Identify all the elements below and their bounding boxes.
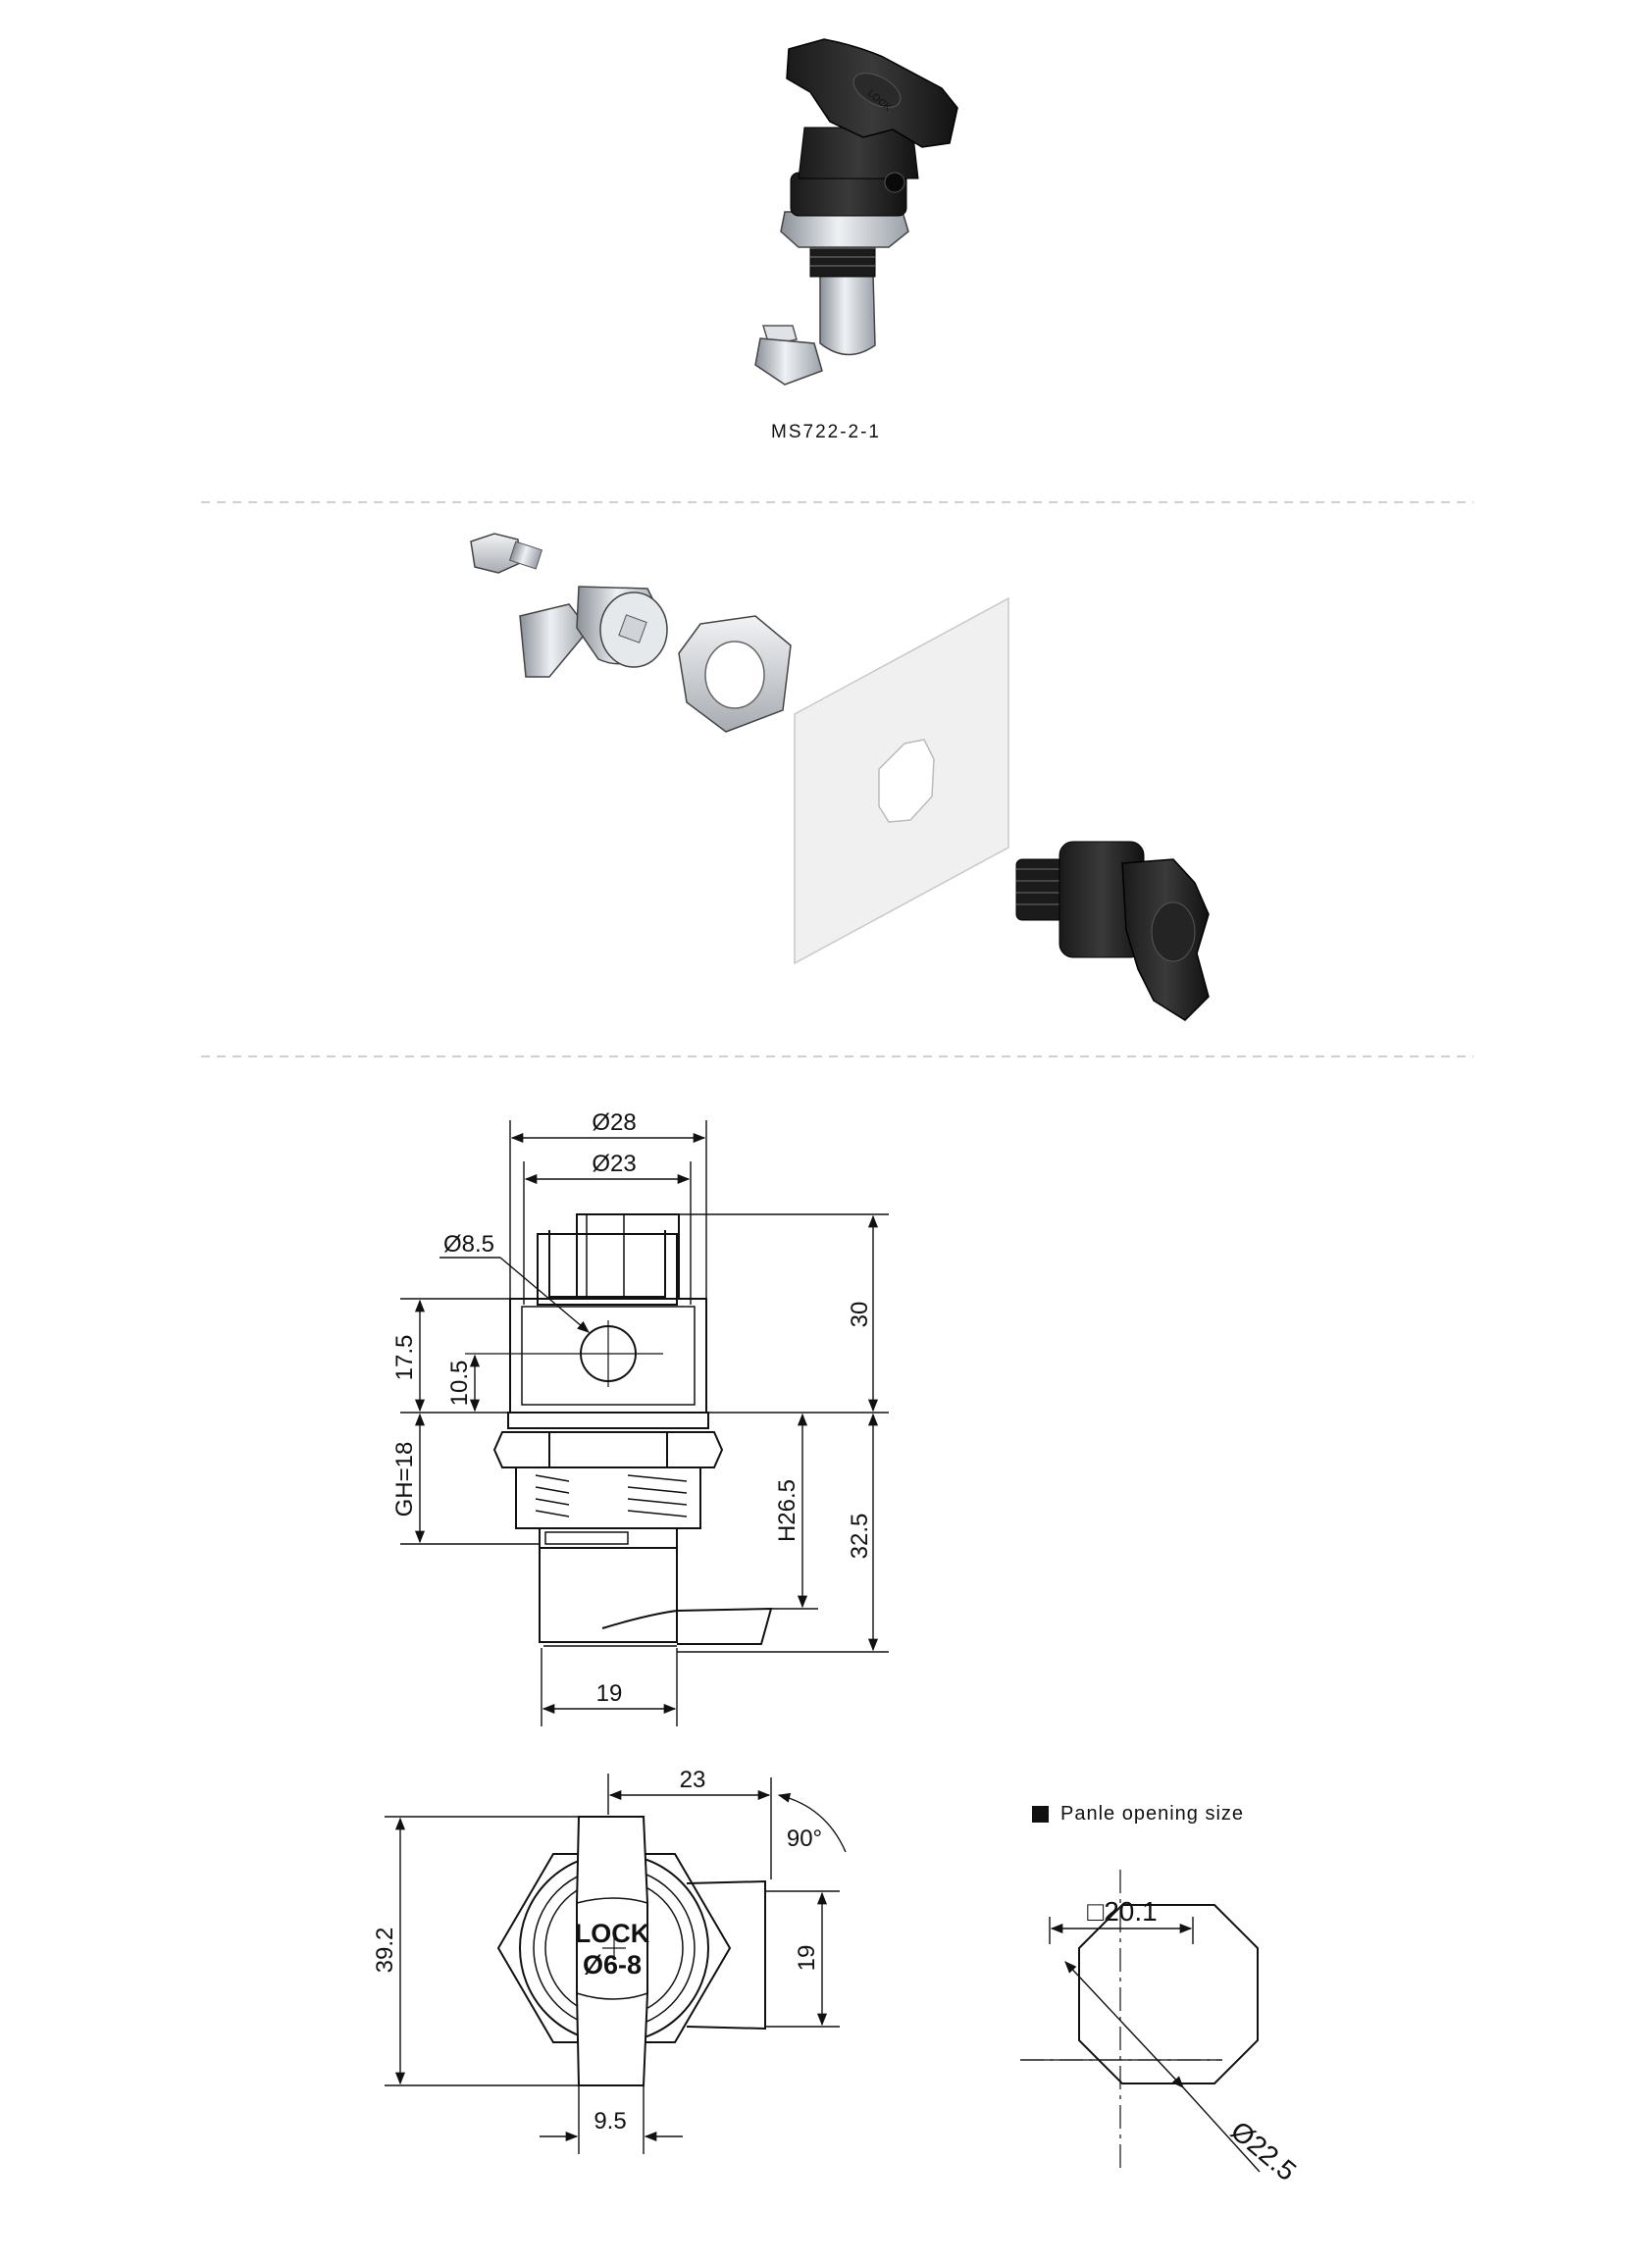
side-view-drawing xyxy=(465,1214,771,1646)
panel-opening-title: Panle opening size xyxy=(1060,1803,1245,1825)
panel-square-dim-label: □20.1 xyxy=(1087,1896,1158,1927)
cam-part xyxy=(520,587,667,677)
legend-square-icon xyxy=(1032,1806,1049,1823)
dim-10-5-label: 10.5 xyxy=(446,1360,473,1407)
dim-39-2-label: 39.2 xyxy=(372,1927,398,1974)
hex-nut-part xyxy=(679,616,791,732)
svg-text:LOCK: LOCK xyxy=(865,87,894,114)
dim-9-5-label: 9.5 xyxy=(594,2108,627,2134)
dim-23-label: 23 xyxy=(679,1767,706,1793)
dim-17-5-label: 17.5 xyxy=(391,1334,418,1381)
dim-32-5-label: 32.5 xyxy=(847,1513,873,1560)
dim-rotation-label: 90° xyxy=(786,1826,823,1852)
lock-face-range: Ø6-8 xyxy=(582,1950,643,1980)
side-view-dimensions xyxy=(400,1120,889,1726)
exploded-view xyxy=(471,534,1209,1020)
dim-outer-diameter-label: Ø28 xyxy=(592,1109,637,1136)
panel-diagonal-dim-label: Ø22.5 xyxy=(1224,2115,1303,2187)
panel-opening-legend xyxy=(1032,1803,1244,1826)
product-photo xyxy=(755,39,957,385)
model-caption: MS722-2-1 xyxy=(771,422,881,442)
dim-grip-height-label: GH=18 xyxy=(391,1441,418,1517)
dim-cam-width-label: 19 xyxy=(595,1680,623,1707)
lock-face-text: LOCK xyxy=(574,1919,650,1948)
panel-part xyxy=(795,598,1008,963)
dim-hole-diameter-label: Ø8.5 xyxy=(442,1231,495,1258)
dim-h26-5-label: H26.5 xyxy=(774,1478,800,1543)
dim-head-height-label: 30 xyxy=(847,1301,873,1328)
dim-inner-diameter-label: Ø23 xyxy=(592,1151,637,1177)
dim-19-front-label: 19 xyxy=(794,1944,820,1972)
screw-part xyxy=(471,534,542,573)
lock-body-part xyxy=(1016,842,1209,1020)
